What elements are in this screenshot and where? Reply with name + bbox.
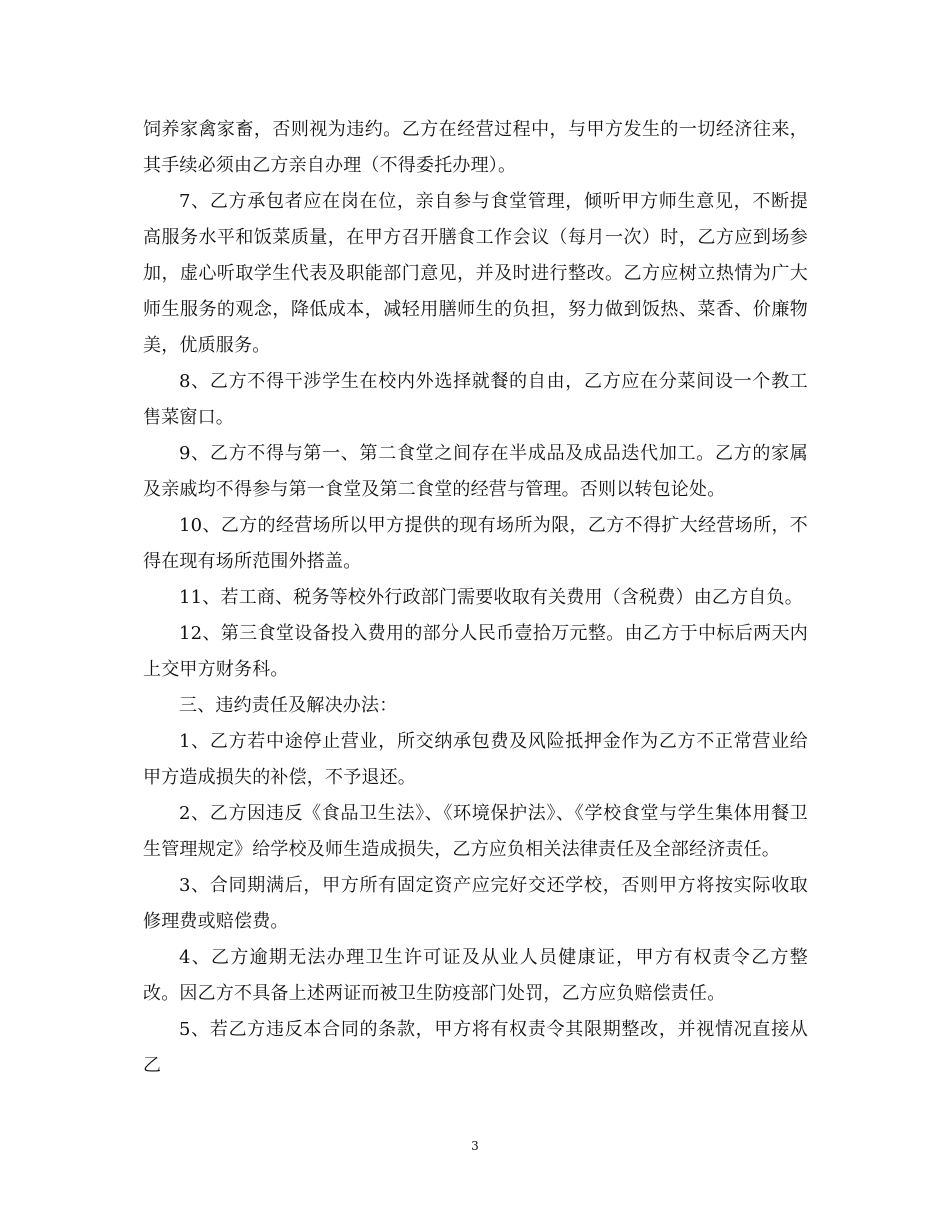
paragraph-liability-4: 4、乙方逾期无法办理卫生许可证及从业人员健康证，甲方有权责令乙方整改。因乙方不具备上述两证而被卫生防疫部门处罚，乙方应负赔偿责任。 [143,947,808,1004]
paragraph-clause-11: 11、若工商、税务等校外行政部门需要收取有关费用（含税费）由乙方自负。 [179,587,803,608]
paragraph-clause-10: 10、乙方的经营场所以甲方提供的现有场所为限，乙方不得扩大经营场所，不得在现有场所范围外搭盖。 [143,515,808,572]
paragraph-clause-12: 12、第三食堂设备投入费用的部分人民币壹拾万元整。由乙方于中标后两天内上交甲方财务科。 [143,623,808,680]
paragraph-liability-2: 2、乙方因违反《食品卫生法》、《环境保护法》、《学校食堂与学生集体用餐卫生管理规定》给学校及师生造成损失，乙方应负相关法律责任及全部经济责任。 [143,803,808,860]
document-body [143,112,808,1084]
paragraph-clause-7: 7、乙方承包者应在岗在位，亲自参与食堂管理，倾听甲方师生意见，不断提高服务水平和饭菜质量，在甲方召开膳食工作会议（每月一次）时，乙方应到场参加，虚心听取学生代表及职能部门意见，并及时进行整改。乙方应树立热情为广大师生服务的观念，降低成本，减轻用膳师生的负担，努力做到饭热、菜香、价廉物美，优质服务。 [143,191,808,356]
paragraph-clause-9: 9、乙方不得与第一、第二食堂之间存在半成品及成品迭代加工。乙方的家属及亲戚均不得参与第一食堂及第二食堂的经营与管理。否则以转包论处。 [143,443,808,500]
paragraph-liability-1: 1、乙方若中途停止营业，所交纳承包费及风险抵押金作为乙方不正常营业给甲方造成损失的补偿，不予退还。 [143,731,808,788]
paragraph-clause-8: 8、乙方不得干涉学生在校内外选择就餐的自由，乙方应在分菜间设一个教工售菜窗口。 [143,371,808,428]
page-number: 3 [471,1139,479,1153]
paragraph-liability-5: 5、若乙方违反本合同的条款，甲方将有权责令其限期整改，并视情况直接从乙 [143,1019,808,1076]
paragraph-liability-3: 3、合同期满后，甲方所有固定资产应完好交还学校，否则甲方将按实际收取修理费或赔偿费。 [143,875,808,932]
section-heading-liability: 三、违约责任及解决办法： [179,695,398,716]
paragraph-0: 饲养家禽家畜，否则视为违约。乙方在经营过程中，与甲方发生的一切经济往来，其手续必须由乙方亲自办理（不得委托办理）。 [143,119,808,176]
